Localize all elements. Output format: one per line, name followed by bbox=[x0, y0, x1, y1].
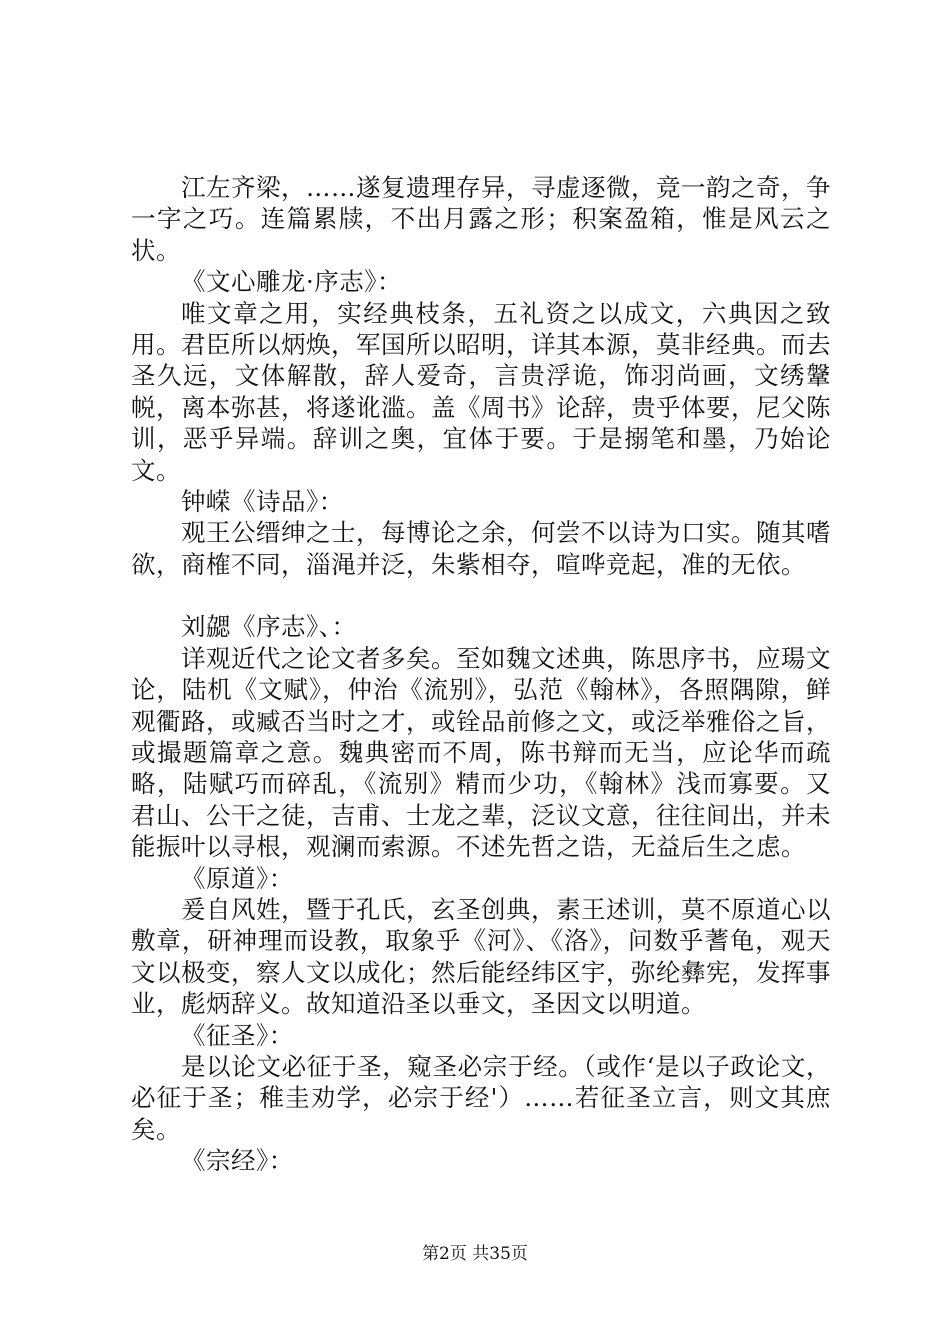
page-footer: 第2页 共35页 bbox=[422, 1244, 528, 1264]
paragraph: 是以论文必征于圣，窥圣必宗于经。（或作‘是以子政论文，必征于圣；稚圭劝学，必宗于经'）……若征圣立言，则文其庶矣。 bbox=[131, 1051, 831, 1144]
paragraph: 观王公缙绅之士，每博论之余，何尝不以诗为口实。随其嗜欲，商榷不同，淄渑并泛，朱紫相夺，喧哗竞起，准的无依。 bbox=[131, 518, 831, 579]
document-body bbox=[131, 172, 831, 1177]
paragraph: 爰自风姓，暨于孔氏，玄圣创典，素王述训，莫不原道心以敷章，研神理而设教，取象乎《河》、《洛》，问数乎蓍龟，观天文以极变，察人文以成化；然后能经纬区宇，弥纶彝宪，发挥事业，彪炳辞义。故知道沿圣以垂文，圣因文以明道。 bbox=[131, 894, 831, 1019]
blank-line bbox=[131, 580, 831, 611]
paragraph: 详观近代之论文者多矣。至如魏文述典，陈思序书，应瑒文论，陆机《文赋》，仲治《流别》，弘范《翰林》，各照隅隙，鲜观衢路，或臧否当时之才，或铨品前修之文，或泛举雅俗之旨，或撮题篇章之意。魏典密而不周，陈书辩而无当，应论华而疏略，陆赋巧而碎乱，《流别》精而少功，《翰林》浅而寡要。又君山、公干之徒，吉甫、士龙之辈，泛议文意，往往间出，并未能振叶以寻根，观澜而索源。不述先哲之诰，无益后生之虑。 bbox=[131, 643, 831, 862]
section-heading: 《原道》： bbox=[181, 863, 294, 893]
section-heading: 《宗经》： bbox=[181, 1146, 294, 1176]
section-heading: 刘勰《序志》、： bbox=[181, 612, 357, 642]
paragraph: 江左齐梁，……遂复遗理存异，寻虚逐微，竞一韵之奇，争一字之巧。连篇累牍，不出月露之形；积案盈箱，惟是风云之状。 bbox=[131, 173, 831, 265]
section-heading: 钟嵘《诗品》： bbox=[181, 487, 344, 517]
section-heading: 《征圣》： bbox=[181, 1020, 294, 1050]
section-heading: 《文心雕龙·序志》： bbox=[181, 267, 403, 297]
paragraph: 唯文章之用，实经典枝条，五礼资之以成文，六典因之致用。君臣所以炳焕，军国所以昭明，详其本源，莫非经典。而去圣久远，文体解散，辞人爱奇，言贵浮诡，饰羽尚画，文绣鞶帨，离本弥甚，将遂讹滥。盖《周书》论辞，贵乎体要，尼父陈训，恶乎异端。辞训之奥，宜体于要。于是搦笔和墨，乃始论文。 bbox=[131, 298, 831, 485]
